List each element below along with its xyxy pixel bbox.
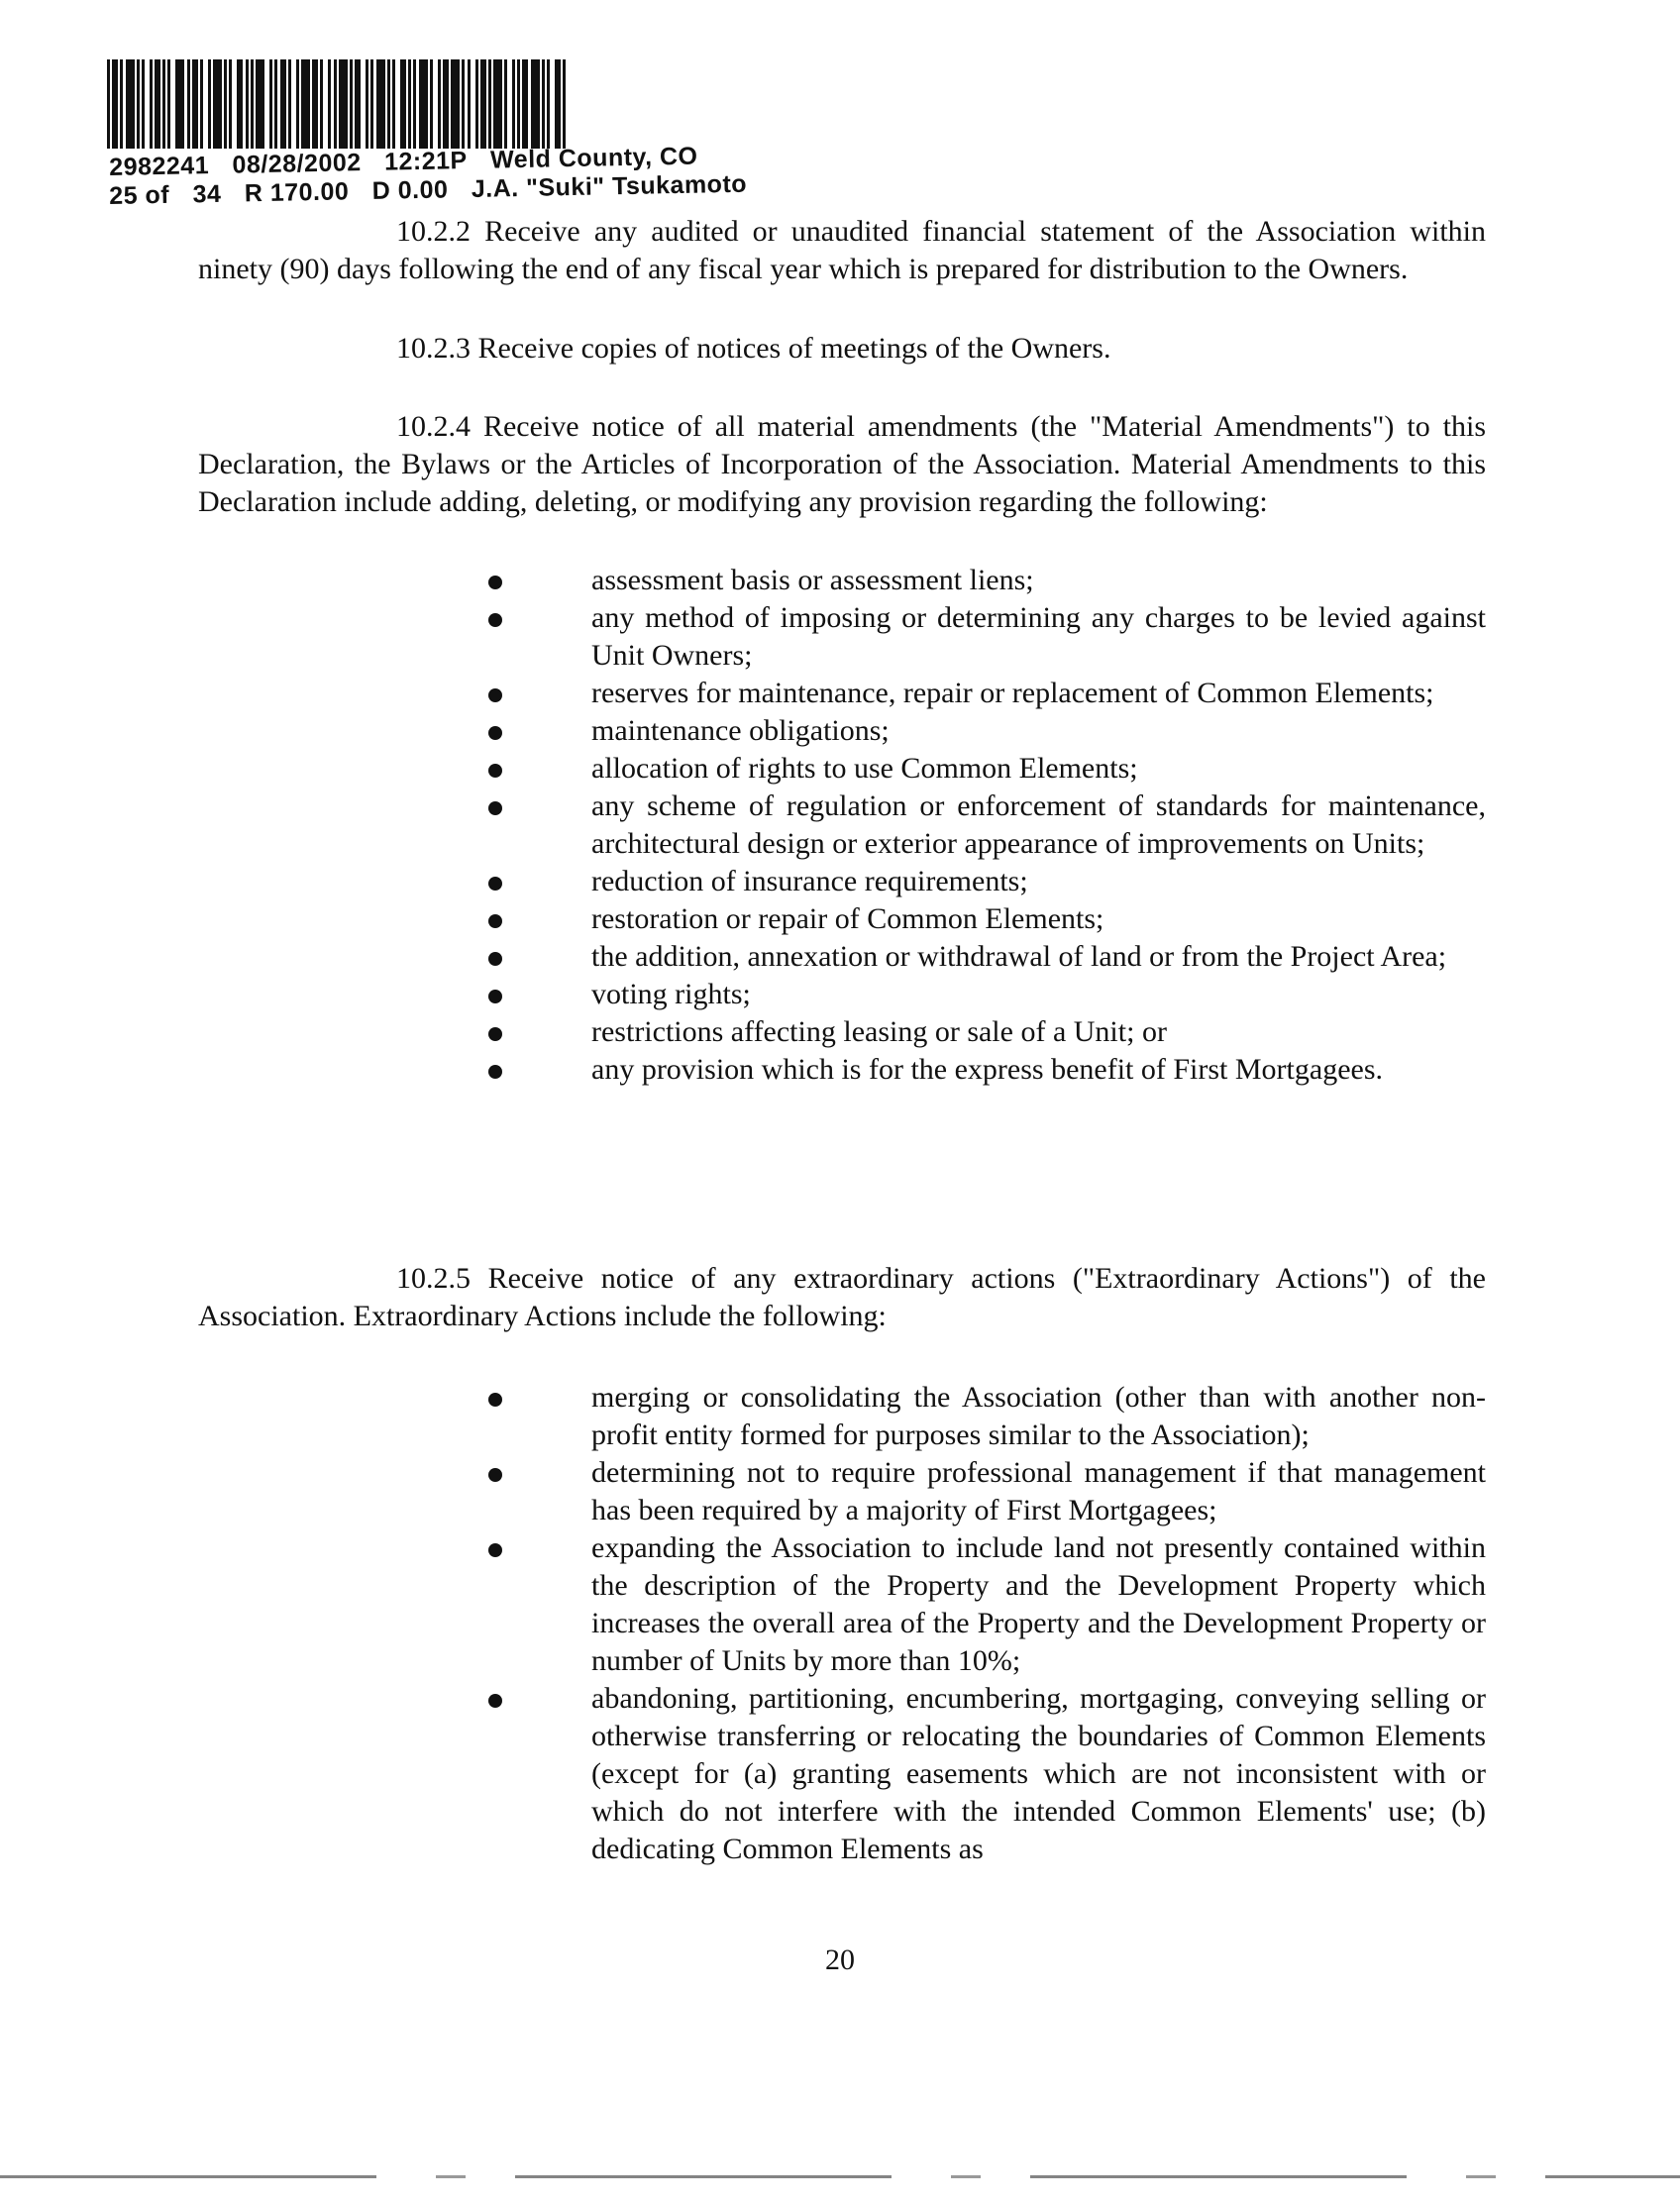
list-item: the addition, annexation or withdrawal of land or from the Project Area; [475,938,1486,976]
bullet-icon [488,576,502,589]
total-pages: 34 [192,179,222,209]
list-item: any scheme of regulation or enforcement of standards for maintenance, architectural design or exterior appearance of improvements on Units; [475,788,1486,863]
document-number: 2982241 [109,152,210,181]
page-of: 25 of [109,180,170,210]
bullet-icon [488,613,502,627]
section-10-2-3-text: 10.2.3 Receive copies of notices of meetings of the Owners. [396,332,1111,365]
section-10-2-5-text: 10.2.5 Receive notice of any extraordinary actions ("Extraordinary Actions") of the Association. Extraordinary Actions include the following: [198,1262,1486,1332]
clerk-name: J.A. "Suki" Tsukamoto [471,169,748,203]
section-10-2-2 [198,213,1486,288]
section-10-2-5 [198,1260,1486,1335]
bottom-edge-rule [0,2175,1680,2178]
bullet-icon [488,1027,502,1041]
barcode-graphic [107,59,790,149]
list-item: reduction of insurance requirements; [475,863,1486,900]
list-item: any provision which is for the express benefit of First Mortgagees. [475,1051,1486,1089]
page-number: 20 [825,1943,855,1976]
list-item: voting rights; [475,976,1486,1013]
section-10-2-2-text: 10.2.2 Receive any audited or unaudited financial statement of the Association within ninety (90) days following the end of any fiscal year which is prepared for distribution to the Owners. [198,215,1486,285]
doc-fee: D 0.00 [371,175,449,205]
barcode-bars [107,59,566,149]
bullet-icon [488,1468,502,1482]
list-item: allocation of rights to use Common Elements; [475,750,1486,788]
extraordinary-actions-list [475,1379,1486,1868]
list-item: reserves for maintenance, repair or replacement of Common Elements; [475,675,1486,712]
bullet-icon [488,877,502,891]
section-10-2-3 [198,330,1486,368]
list-item: maintenance obligations; [475,712,1486,750]
material-amendments-list [475,562,1486,1089]
bullet-icon [488,801,502,815]
list-item: restrictions affecting leasing or sale of a Unit; or [475,1013,1486,1051]
bullet-icon [488,914,502,928]
bullet-icon [488,952,502,966]
bullet-icon [488,1543,502,1557]
county: Weld County, CO [489,142,698,174]
list-item: determining not to require professional management if that management has been required by a majority of First Mortgagees; [475,1454,1486,1529]
list-item: assessment basis or assessment liens; [475,562,1486,599]
list-item: restoration or repair of Common Elements; [475,900,1486,938]
list-item: abandoning, partitioning, encumbering, mortgaging, conveying selling or otherwise transferring or relocating the boundaries of Common Elements (except for (a) granting easements which are not inconsistent with or which do not interfere with the intended Common Elements' use; (b) dedicating Common Elements as [475,1680,1486,1868]
bullet-icon [488,688,502,702]
recording-fee: R 170.00 [244,177,350,208]
recording-date: 08/28/2002 [232,149,362,179]
list-item: any method of imposing or determining any charges to be levied against Unit Owners; [475,599,1486,675]
bullet-icon [488,1393,502,1407]
bullet-icon [488,990,502,1003]
section-10-2-4-text: 10.2.4 Receive notice of all material amendments (the "Material Amendments") to this Declaration, the Bylaws or the Articles of Incorporation of the Association. Material Amendments to this Declaration include adding, deleting, or modifying any provision regarding the following: [198,410,1486,518]
bullet-icon [488,1694,502,1708]
list-item: merging or consolidating the Association (other than with another non-profit entity formed for purposes similar to the Association); [475,1379,1486,1454]
bullet-icon [488,764,502,778]
recording-time: 12:21P [383,147,468,176]
bullet-icon [488,1065,502,1079]
bullet-icon [488,726,502,740]
list-item: expanding the Association to include land not presently contained within the description of the Property and the Development Property which increases the overall area of the Property and the Development Property or number of Units by more than 10%; [475,1529,1486,1680]
section-10-2-4 [198,408,1486,521]
